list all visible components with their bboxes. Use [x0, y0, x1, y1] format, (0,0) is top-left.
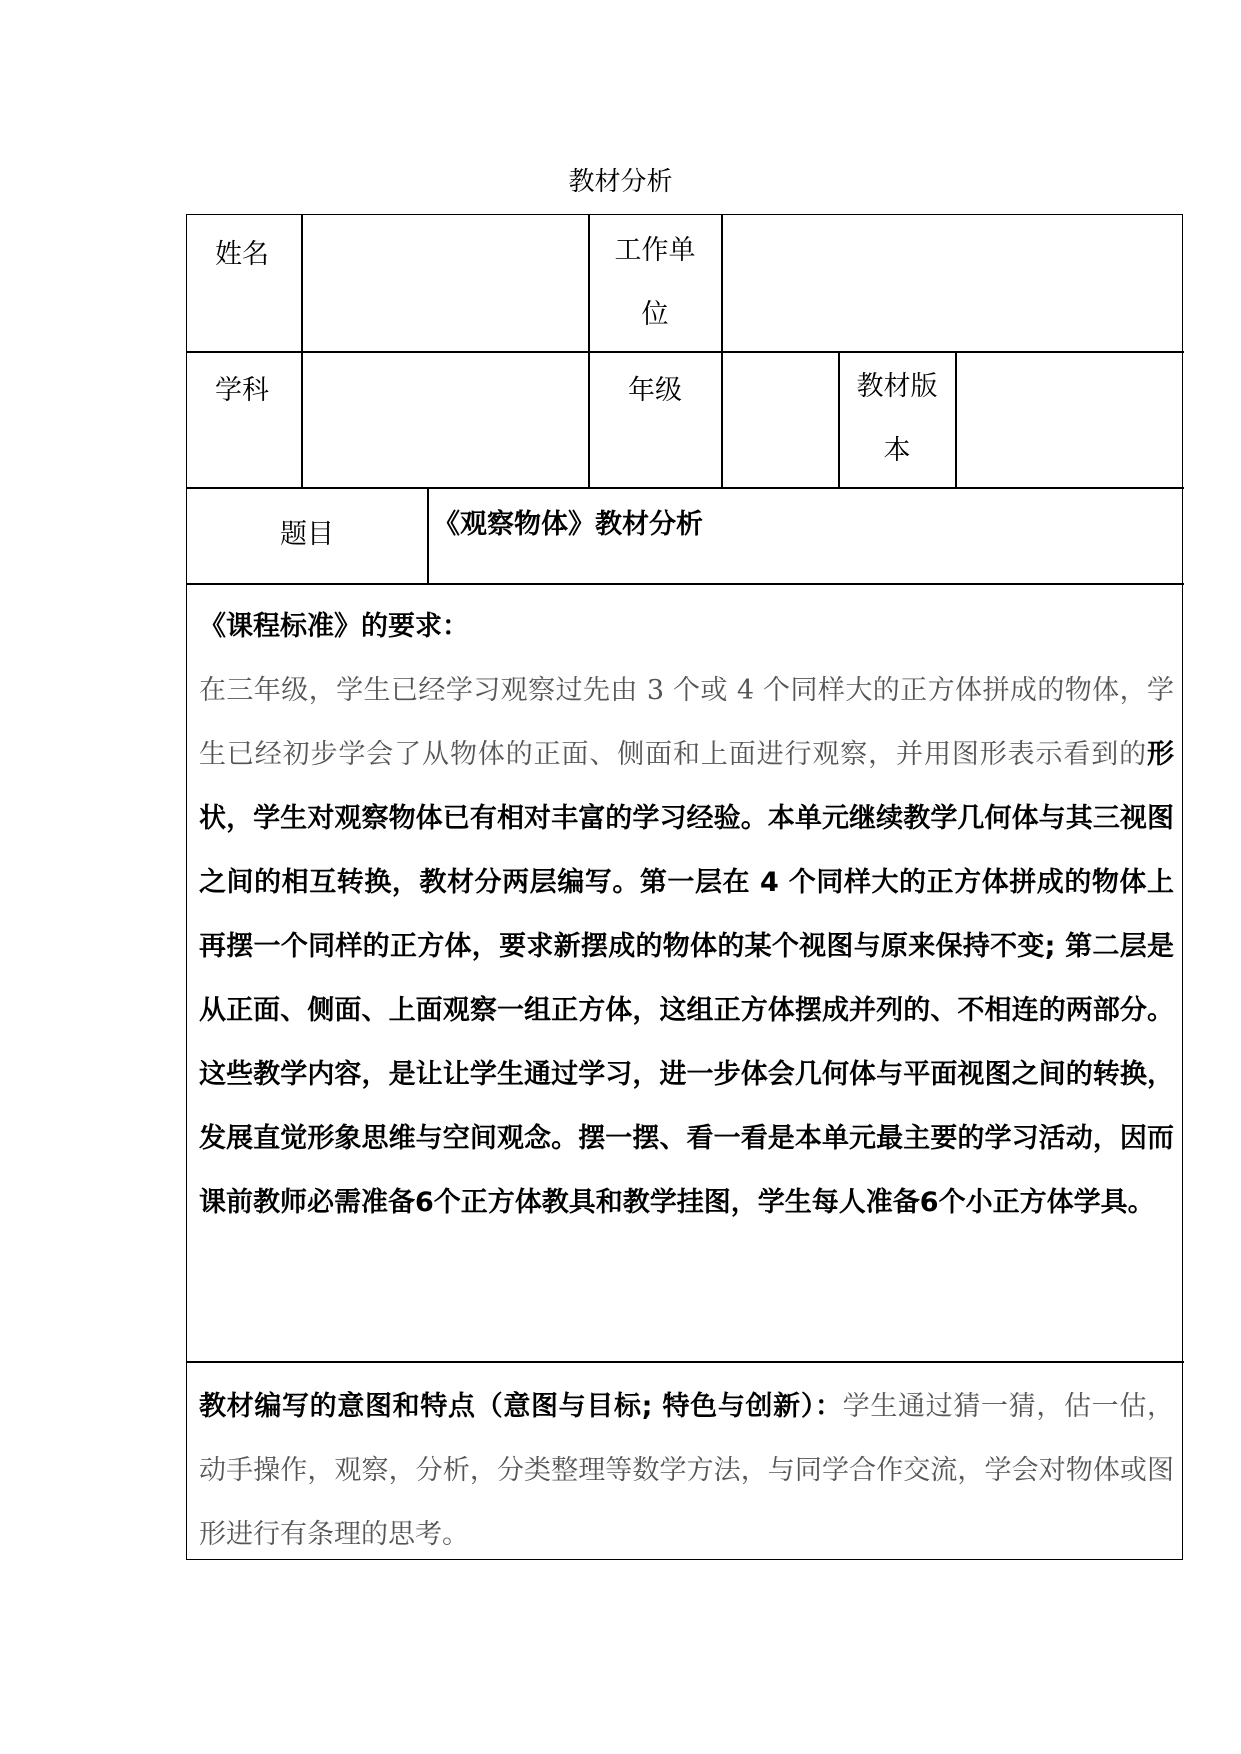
- topic-value: 《观察物体》教材分析: [433, 509, 703, 540]
- column-divider: [301, 215, 303, 487]
- edition-field[interactable]: [961, 357, 1177, 483]
- analysis-form-table: [186, 214, 1183, 1560]
- workplace-label-line1: 工作单: [614, 235, 696, 266]
- row-divider: [187, 487, 1184, 489]
- row-divider: [187, 583, 1184, 585]
- topic-label: 题目: [280, 519, 334, 550]
- edition-label: [839, 355, 955, 483]
- intent-text: 学生通过猜一猜，估一估，动手操作，观察，分析，分类整理等数学方法，与同学合作交流，学会对物体或图形进行有条理的思考。: [199, 1391, 1174, 1550]
- standards-section: [199, 595, 1174, 659]
- column-divider: [955, 351, 957, 487]
- intent-heading: 教材编写的意图和特点（意图与目标; 特色与创新）：: [199, 1391, 843, 1422]
- row-divider: [187, 1361, 1184, 1363]
- standards-heading: 《课程标准》的要求：: [199, 611, 469, 642]
- column-divider: [721, 215, 723, 487]
- workplace-label: [589, 219, 721, 347]
- subject-label: 学科: [215, 375, 269, 406]
- workplace-field[interactable]: [727, 221, 1177, 347]
- standards-text-bold: 形状，学生对观察物体已有相对丰富的学习经验。本单元继续教学几何体与其三视图之间的相互转换，教材分两层编写。第一层在 4 个同样大的正方体拼成的物体上再摆一个同样的正方体，要求新摆成的物体的某个视图与原来保持不变; 第二层是从正面、侧面、上面观察一组正方体，这组正方体摆成并列的、不相连的两部分。这些教学内容，是让让学生通过学习，进一步体会几何体与平面视图之间的转换，发展直觉形象思维与空间观念。摆一摆、看一看是本单元最主要的学习活动，因而课前教师必需准备6个正方体教具和教学挂图，学生每人准备6个小正方体学具。: [199, 739, 1174, 1218]
- grade-label: 年级: [628, 375, 682, 406]
- column-divider: [427, 487, 429, 583]
- grade-field[interactable]: [727, 357, 833, 483]
- document-title: 教材分析: [568, 167, 673, 197]
- standards-body: [199, 659, 1174, 1235]
- workplace-label-line2: 位: [641, 299, 669, 330]
- edition-label-line1: 教材版: [856, 371, 938, 402]
- standards-text-gray: 在三年级，学生已经学习观察过先由 3 个或 4 个同样大的正方体拼成的物体，学生已经初步学会了从物体的正面、侧面和上面进行观察，并用图形表示看到的: [199, 675, 1174, 770]
- row-divider: [187, 351, 1184, 353]
- name-label: 姓名: [215, 239, 269, 270]
- intent-section: [199, 1375, 1174, 1567]
- subject-field[interactable]: [307, 357, 583, 483]
- edition-label-line2: 本: [883, 435, 911, 466]
- name-field[interactable]: [307, 221, 583, 347]
